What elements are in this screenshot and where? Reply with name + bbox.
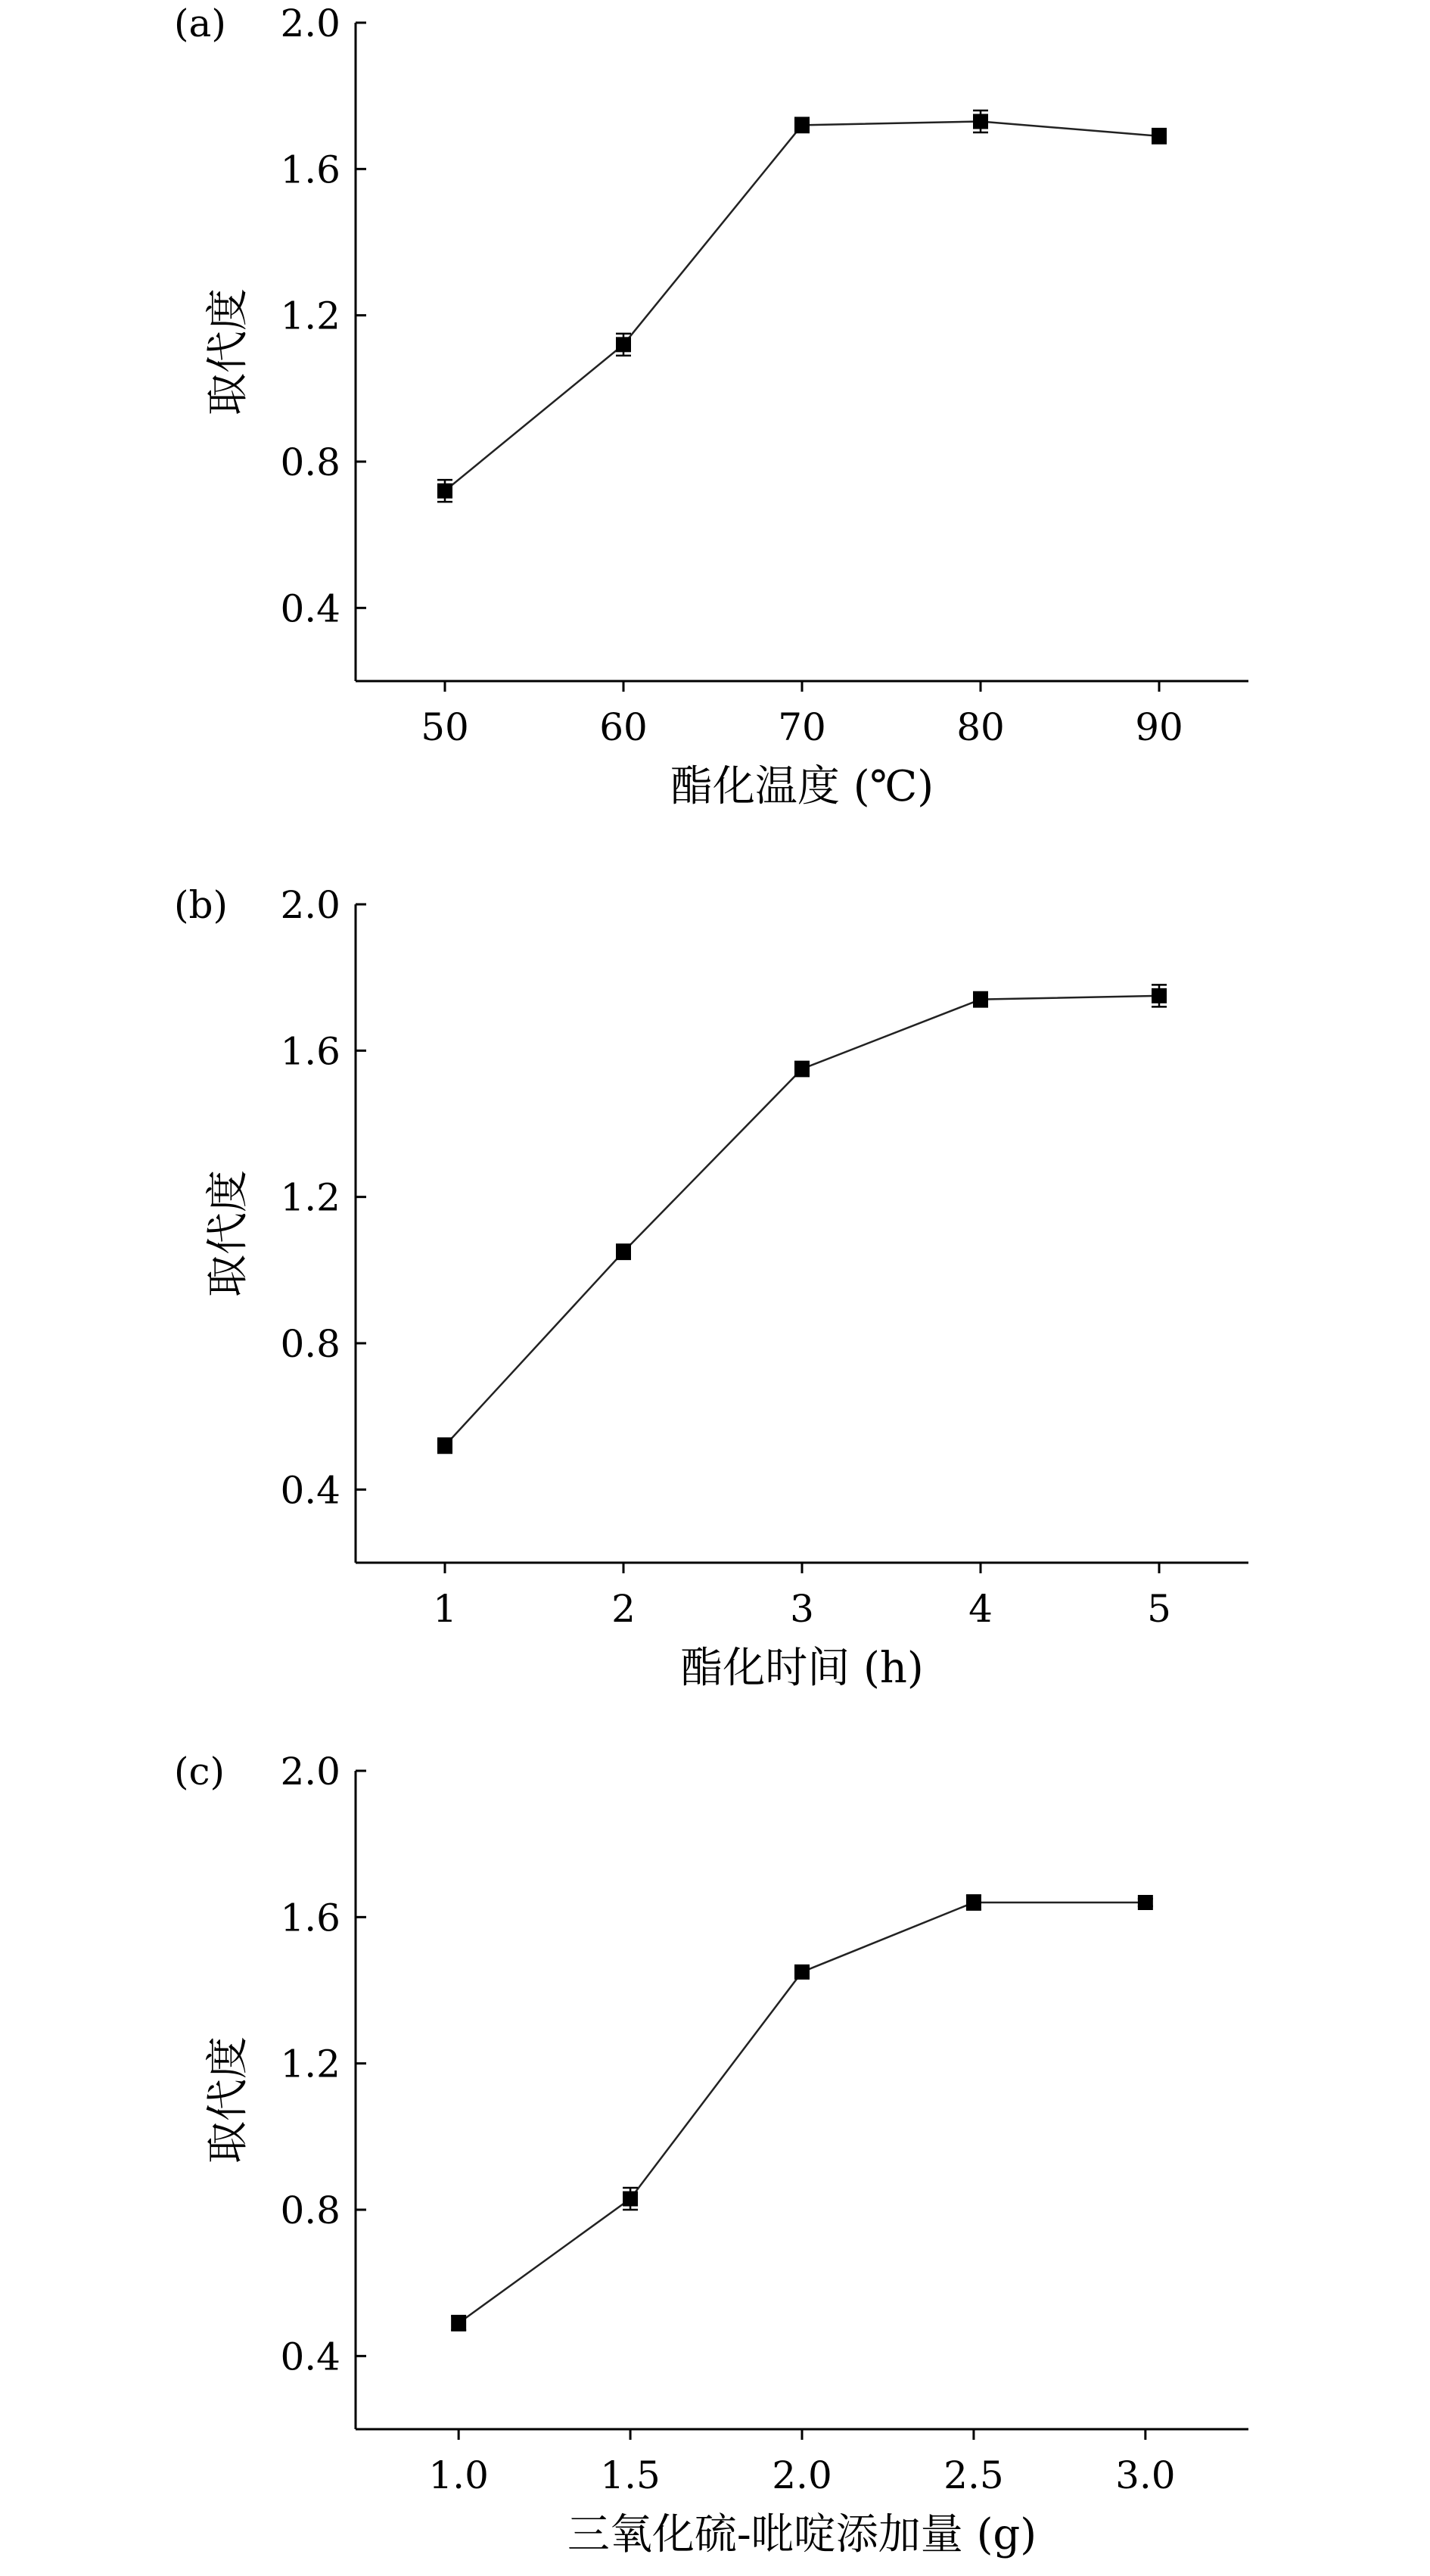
data-point <box>616 337 631 352</box>
y-tick-label: 1.6 <box>280 1029 340 1074</box>
x-tick-label: 50 <box>421 705 469 749</box>
x-axis-title: 酯化温度 (℃) <box>670 762 934 811</box>
data-point <box>794 1062 810 1077</box>
panel-label: (c) <box>174 1750 225 1794</box>
data-point <box>966 1895 981 1910</box>
y-axis-title: 取代度 <box>204 2036 253 2164</box>
y-tick-label: 0.4 <box>280 1468 340 1513</box>
y-axis-title: 取代度 <box>204 288 253 415</box>
x-tick-label: 2 <box>611 1587 636 1631</box>
chart-panel-3 <box>174 1750 1248 2559</box>
x-tick-label: 5 <box>1147 1587 1171 1631</box>
data-point <box>616 1244 631 1259</box>
data-point <box>794 1965 810 1980</box>
y-tick-label: 2.0 <box>280 883 340 927</box>
y-tick-label: 1.6 <box>280 1896 340 1940</box>
x-tick-label: 1 <box>433 1587 457 1631</box>
x-tick-label: 70 <box>778 705 826 749</box>
panel-label: (b) <box>174 883 228 927</box>
chart-panel-1 <box>174 2 1248 811</box>
x-tick-label: 1.0 <box>428 2453 489 2497</box>
data-point <box>1152 988 1167 1003</box>
data-point <box>437 484 452 499</box>
data-point <box>973 992 988 1007</box>
y-tick-label: 1.2 <box>280 1175 340 1220</box>
data-point <box>437 1438 452 1453</box>
y-tick-label: 0.4 <box>280 2335 340 2379</box>
chart-panel-2 <box>174 883 1248 1693</box>
data-point <box>451 2316 466 2331</box>
panel-label: (a) <box>174 2 226 45</box>
y-tick-label: 0.8 <box>280 1322 340 1366</box>
data-point <box>794 117 810 132</box>
x-tick-label: 80 <box>956 705 1005 749</box>
x-tick-label: 3.0 <box>1115 2453 1176 2497</box>
x-tick-label: 1.5 <box>600 2453 661 2497</box>
x-axis-title: 酯化时间 (h) <box>680 1644 924 1693</box>
x-tick-label: 2.5 <box>943 2453 1004 2497</box>
data-point <box>1152 129 1167 144</box>
y-tick-label: 1.2 <box>280 294 340 338</box>
y-tick-label: 0.8 <box>280 2189 340 2232</box>
x-tick-label: 90 <box>1135 705 1183 749</box>
y-tick-label: 0.8 <box>280 440 340 484</box>
y-tick-label: 1.6 <box>280 148 340 192</box>
y-tick-label: 0.4 <box>280 586 340 631</box>
x-tick-label: 3 <box>790 1587 814 1631</box>
y-axis-title: 取代度 <box>204 1170 253 1297</box>
y-tick-label: 2.0 <box>280 2 340 45</box>
x-tick-label: 4 <box>968 1587 993 1631</box>
y-tick-label: 1.2 <box>280 2042 340 2086</box>
x-tick-label: 2.0 <box>772 2453 832 2497</box>
series-line <box>445 122 1159 491</box>
x-tick-label: 60 <box>599 705 648 749</box>
y-tick-label: 2.0 <box>280 1750 340 1794</box>
data-point <box>973 114 988 129</box>
x-axis-title: 三氧化硫-吡啶添加量 (g) <box>567 2510 1037 2559</box>
data-point <box>623 2192 638 2207</box>
data-point <box>1138 1895 1153 1910</box>
